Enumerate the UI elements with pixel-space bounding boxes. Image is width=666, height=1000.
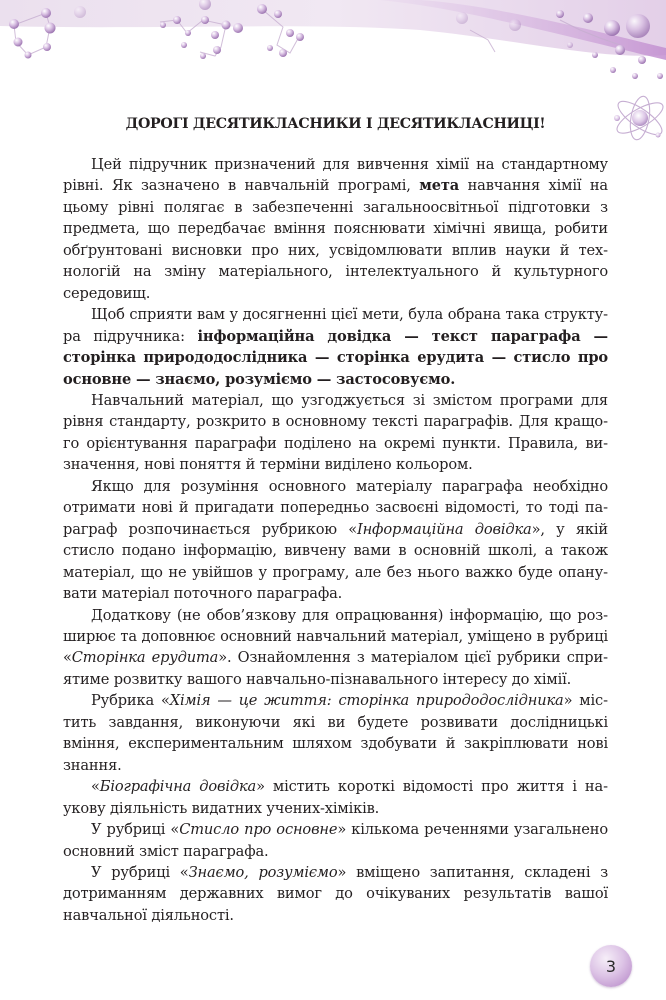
page-content <box>63 113 608 926</box>
text: » містить короткі відомості про життя і наукову діяльність видатних учених-хіміків. <box>63 778 608 817</box>
paragraph <box>63 605 608 691</box>
text: У рубриці « <box>91 863 189 881</box>
paragraph <box>63 690 608 776</box>
atom-icon <box>608 85 666 149</box>
italic-text: Знаємо, розуміємо <box>188 863 338 881</box>
italic-text: Стисло про основне <box>179 821 338 839</box>
paragraph <box>63 476 608 605</box>
text: Цей підручник призначений для вивчення хімії на стандартному рівні. Як зазначено в навчальній програмі, <box>63 156 608 195</box>
page-title: ДОРОГІ ДЕСЯТИКЛАСНИКИ І ДЕСЯТИКЛАСНИЦІ! <box>125 116 546 132</box>
header-decoration <box>0 0 666 110</box>
text: Рубрика « <box>91 692 170 710</box>
body-text <box>63 154 608 926</box>
text: » кількома реченнями узагальнено основний зміст параграфа. <box>63 821 608 860</box>
text: », у якій стисло подано інформацію, вивчену вами в основній школі, а також матеріал, що не увійшов у програму, але без нього важко буде опанувати матеріал поточного параграфа. <box>63 520 609 603</box>
text: навчання хімії на цьому рівні полягає в забезпеченні загальноосвітньої підготовки з предмета, що передбачає вміння пояснювати хімічні явища, робити обґрунтовані висновки про них, усвідомлювати вплив науки й технологій на зміну матеріального, інтелектуального й культурного середовищ. <box>63 177 608 302</box>
text: Щоб сприяти вам у досягненні цієї мети, була обрана така структура підручника: <box>63 306 608 345</box>
molecule-banner-icon <box>0 0 666 110</box>
text: Додаткову (не обов’язкову для опрацювання) інформацію, що розширює та доповнює основний навчальний матеріал, уміщено в рубриці « <box>63 606 608 667</box>
text: У рубриці « <box>91 821 180 839</box>
paragraph <box>63 819 608 862</box>
page-number: 3 <box>605 956 617 976</box>
paragraph <box>63 304 608 390</box>
italic-text: Інформаційна довідка <box>356 520 532 538</box>
page-number-badge <box>590 945 632 987</box>
bold-text: мета <box>419 177 460 195</box>
text: Навчальний матеріал, що узгоджується зі змістом програми для рівня стандарту, розкрито в основному тексті параграфів. Для кращого орієнтування параграфи поділено на окремі пункти. Правила, визначення, нові поняття й терміни виділено кольором. <box>63 391 608 474</box>
paragraph <box>63 862 608 926</box>
paragraph <box>63 154 608 304</box>
text: « <box>91 778 100 796</box>
text: » містить завдання, виконуючи які ви будете розвивати дослідницькі вміння, експериментальним шляхом здобувати й закріплювати нові знання. <box>63 692 608 774</box>
paragraph <box>63 390 608 476</box>
text: » вміщено запитання, складені з дотриманням державних вимог до очікуваних результатів вашої навчальної діяльності. <box>63 863 609 924</box>
text: Якщо для розуміння основного матеріалу параграфа необхідно отримати нові й пригадати попередньо засвоєні відомості, то тоді параграф розпочинається рубрикою « <box>63 477 608 538</box>
bold-text: інформаційна довідка — текст параграфа — сторінка природодослідника — сторінка ерудита — стисло про основне — знаємо, розуміємо — застосовуємо. <box>63 327 608 388</box>
italic-text: Біографічна довідка <box>99 778 257 796</box>
paragraph <box>63 776 608 819</box>
italic-text: Сторінка ерудита <box>71 649 219 667</box>
italic-text: Хімія — це життя: сторінка природодослідника <box>169 692 564 710</box>
text: ». Ознайомлення з матеріалом цієї рубрики сприятиме розвитку вашого навчально-пізнавального інтересу до хімії. <box>63 649 609 688</box>
